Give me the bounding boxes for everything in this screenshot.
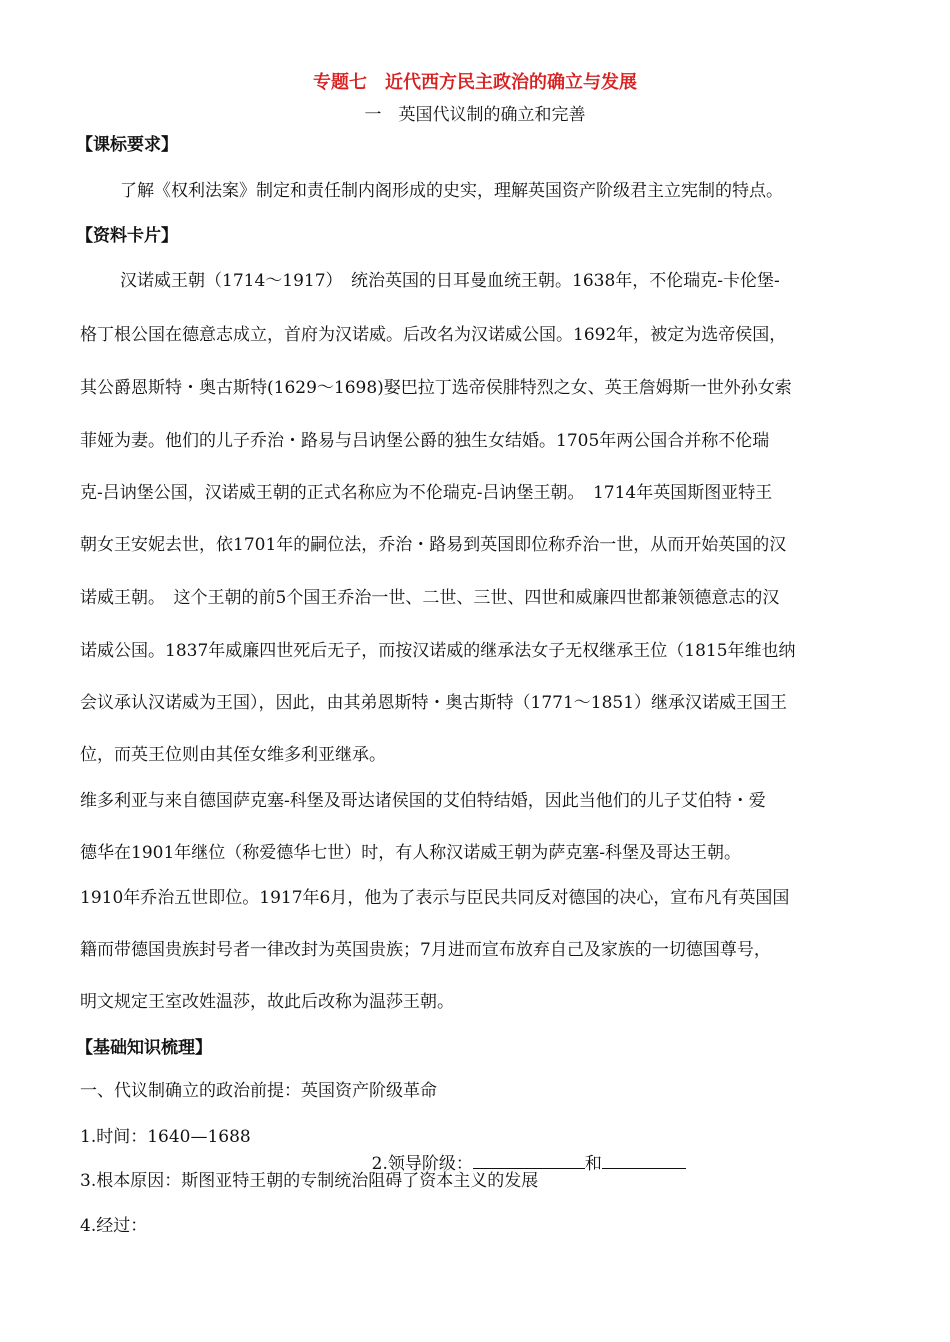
ziliao-line: 位，而英王位则由其侄女维多利亚继承。 [80,745,386,765]
ziliao-line: 格丁根公国在德意志成立，首府为汉诺威。后改名为汉诺威公国。1692年，被定为选帝侯国， [80,325,787,345]
jichu-leader-label: 2.领导阶级： [371,1154,473,1174]
ziliao-line: 朝女王安妮去世，依1701年的嗣位法，乔治・路易到英国即位称乔治一世，从而开始英国的汉 [80,535,787,555]
jichu-line-4: 4.经过： [80,1216,148,1236]
ziliao-line: 会议承认汉诺威为王国），因此，由其弟恩斯特・奥古斯特（1771～1851）继承汉诺威王国王 [80,693,788,713]
document-title: 专题七 近代西方民主政治的确立与发展 [313,72,637,93]
ziliao-line: 明文规定王室改姓温莎，故此后改称为温莎王朝。 [80,992,454,1012]
section-heading-jichu: 【基础知识梳理】 [76,1038,212,1058]
ziliao-line: 克-吕讷堡公国，汉诺威王朝的正式名称应为不伦瑞克-吕讷堡王朝。 1714年英国斯图亚特王 [80,483,773,503]
jichu-line-3: 3.根本原因：斯图亚特王朝的专制统治阻碍了资本主义的发展 [80,1171,539,1191]
ziliao-line: 籍而带德国贵族封号者一律改封为英国贵族；7月进而宣布放弃自己及家族的一切德国尊号， [80,940,771,960]
ziliao-line: 汉诺威王朝（1714～1917） 统治英国的日耳曼血统王朝。1638年，不伦瑞克-卡伦堡- [120,271,780,291]
jichu-and-label: 和 [584,1154,602,1174]
fill-blank-1[interactable] [473,1150,585,1169]
jichu-time: 1.时间：1640—1688 [80,1127,251,1147]
document-subtitle: 一 英国代议制的确立和完善 [364,105,586,125]
fill-blank-2[interactable] [602,1150,686,1169]
ziliao-line: 菲娅为妻。他们的儿子乔治・路易与吕讷堡公爵的独生女结婚。1705年两公国合并称不伦瑞 [80,431,770,451]
ziliao-line: 其公爵恩斯特・奥古斯特(1629～1698)娶巴拉丁选帝侯腓特烈之女、英王詹姆斯一世外孙女索 [80,378,792,398]
ziliao-line: 维多利亚与来自德国萨克塞-科堡及哥达诸侯国的艾伯特结婚，因此当他们的儿子艾伯特・爱 [80,791,766,811]
section-heading-ziliao: 【资料卡片】 [76,226,178,246]
ziliao-line: 德华在1901年继位（称爱德华七世）时，有人称汉诺威王朝为萨克塞-科堡及哥达王朝。 [80,843,742,863]
ziliao-line: 诺威王朝。 这个王朝的前5个国王乔治一世、二世、三世、四世和威廉四世都兼领德意志的汉 [80,588,780,608]
jichu-line-1: 一、代议制确立的政治前提：英国资产阶级革命 [80,1081,437,1101]
ziliao-line: 1910年乔治五世即位。1917年6月，他为了表示与臣民共同反对德国的决心，宣布凡有英国国 [80,888,790,908]
ziliao-line: 诺威公国。1837年威廉四世死后无子，而按汉诺威的继承法女子无权继承王位（1815年维也纳 [80,641,796,661]
section-heading-kebiao: 【课标要求】 [76,135,178,155]
kebiao-paragraph: 了解《权利法案》制定和责任制内阁形成的史实，理解英国资产阶级君主立宪制的特点。 [120,181,783,201]
